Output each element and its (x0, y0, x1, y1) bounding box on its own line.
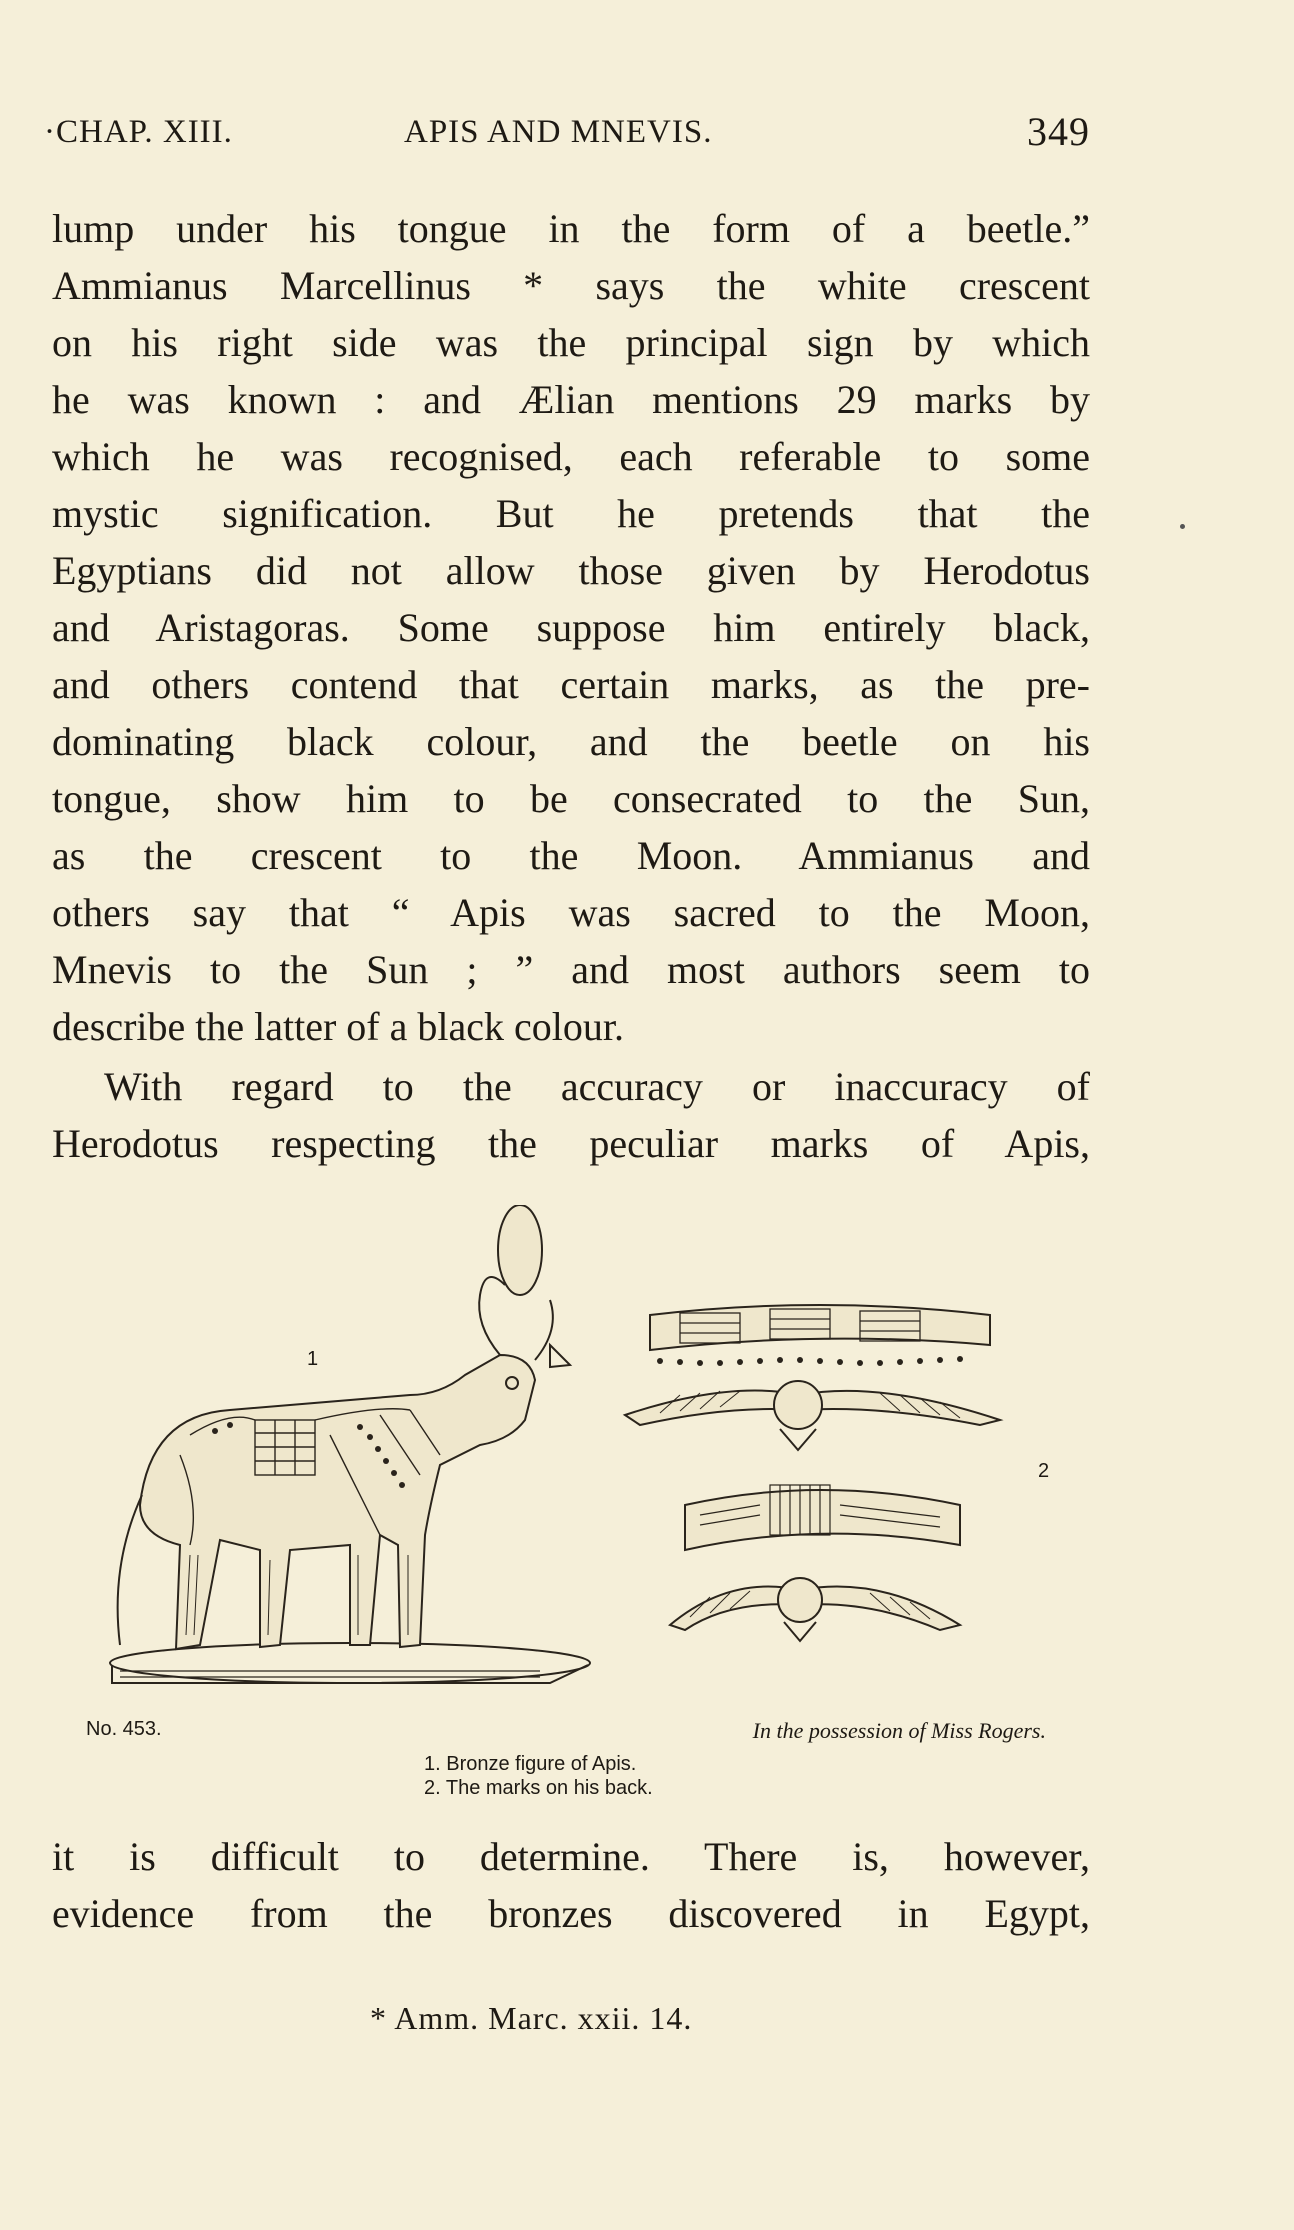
apis-illustration (80, 1205, 1090, 1725)
footnote: * Amm. Marc. xxii. 14. (370, 2000, 693, 2036)
caption-item: 2. The marks on his back. (424, 1777, 653, 1799)
paragraph-2 (52, 1058, 1090, 1172)
figure-credit: In the possession of Miss Rogers. (752, 1718, 1046, 1743)
text-line: mystic signification. But he pretends that the (52, 491, 1090, 536)
text-line: Mnevis to the Sun ; ” and most authors seem to (52, 947, 1090, 992)
text-line: as the crescent to the Moon. Ammianus and (52, 833, 1090, 878)
text-line: lump under his tongue in the form of a beetle.” (52, 206, 1090, 251)
text-line: which he was recognised, each referable to some (52, 434, 1090, 479)
figure-number: No. 453. (86, 1718, 162, 1740)
text-line: it is difficult to determine. There is, however, (52, 1834, 1090, 1879)
chapter-label: ·CHAP. XIII. (44, 114, 233, 150)
text-line: on his right side was the principal sign by which (52, 320, 1090, 365)
text-line: and Aristagoras. Some suppose him entirely black, (52, 605, 1090, 650)
paragraph-3 (52, 1828, 1090, 1942)
text-line: Herodotus respecting the peculiar marks of Apis, (52, 1121, 1090, 1166)
page-number: 349 (1027, 109, 1090, 154)
caption-item: 1. Bronze figure of Apis. (424, 1753, 637, 1775)
text-line: he was known : and Ælian mentions 29 marks by (52, 377, 1090, 422)
text-line: others say that “ Apis was sacred to the Moon, (52, 890, 1090, 935)
text-line: and others contend that certain marks, as the pre- (52, 662, 1090, 707)
bull-figure (110, 1205, 590, 1683)
apis-figure (80, 1205, 1090, 1725)
figure-label-1: 1 (307, 1348, 319, 1370)
text-line: With regard to the accuracy or inaccuracy of (104, 1064, 1090, 1109)
text-line: evidence from the bronzes discovered in Egypt, (52, 1891, 1090, 1936)
text-line: Egyptians did not allow those given by Herodotus (52, 548, 1090, 593)
text-line: tongue, show him to be consecrated to the Sun, (52, 776, 1090, 821)
text-line: describe the latter of a black colour. (52, 1004, 624, 1049)
paragraph-1 (52, 200, 1090, 1055)
text-line: Ammianus Marcellinus * says the white crescent (52, 263, 1090, 308)
ink-speck (1180, 524, 1185, 529)
text-line: dominating black colour, and the beetle on his (52, 719, 1090, 764)
figure-caption-row (86, 1718, 1046, 1750)
running-head (44, 108, 1090, 156)
figure-caption-list (424, 1752, 653, 1800)
back-marks-figure (625, 1305, 1000, 1641)
figure-label-2: 2 (1038, 1460, 1050, 1482)
chapter-title: APIS AND MNEVIS. (404, 114, 713, 150)
